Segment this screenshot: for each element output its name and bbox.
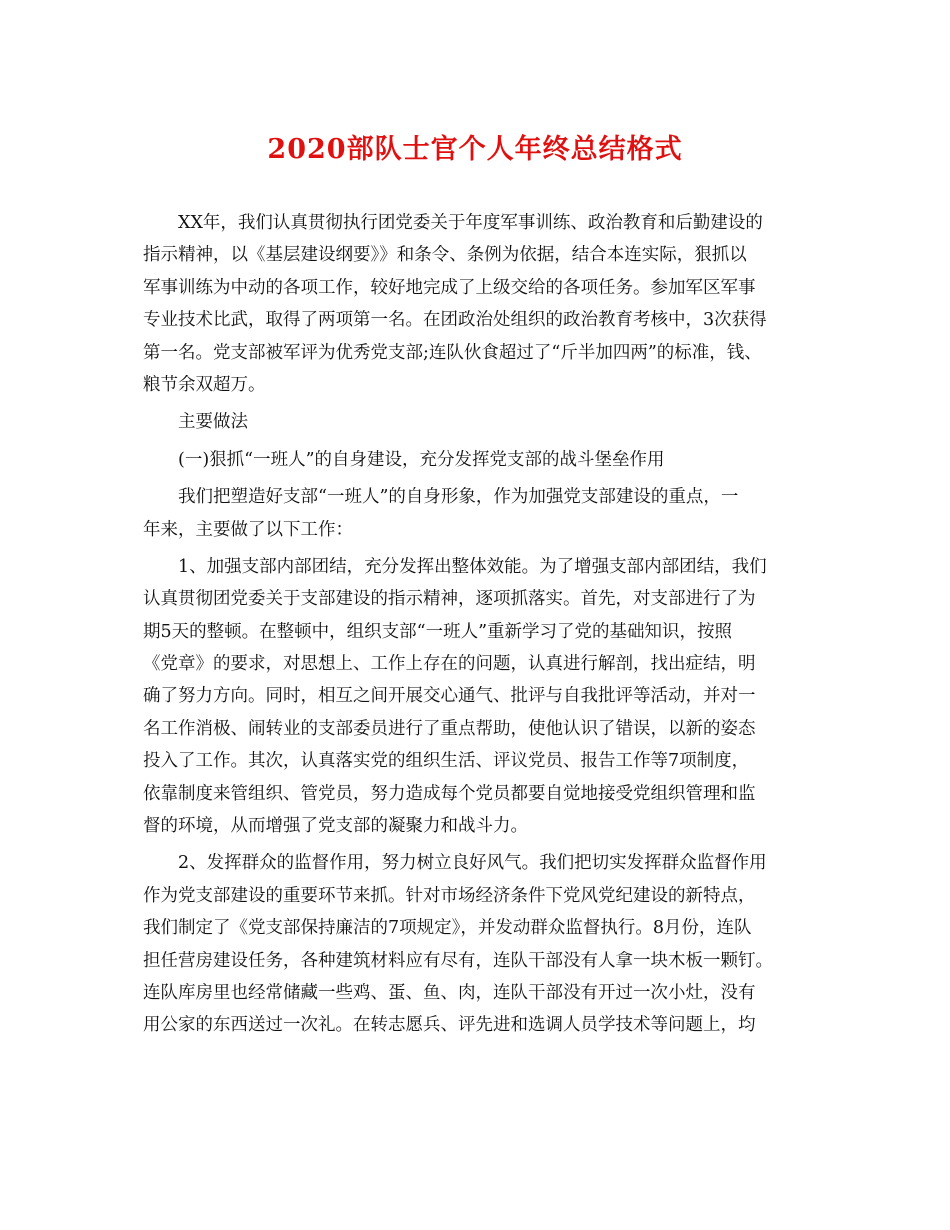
section-heading: 主要做法 <box>178 412 248 433</box>
paragraph-line: 名工作消极、闹转业的支部委员进行了重点帮助，使他认识了错误，以新的姿态 <box>143 718 756 739</box>
paragraph-line: 作为党支部建设的重要环节来抓。针对市场经济条件下党风党纪建设的新特点， <box>143 885 756 906</box>
paragraph-line: 担任营房建设任务，各种建筑材料应有尽有，连队干部没有人拿一块木板一颗钉。 <box>143 950 773 971</box>
paragraph-line: 2、发挥群众的监督作用，努力树立良好风气。我们把切实发挥群众监督作用 <box>178 853 767 874</box>
paragraph-line: 用公家的东西送过一次礼。在转志愿兵、评先进和选调人员学技术等问题上，均 <box>143 1015 756 1036</box>
paragraph-line: 第一名。党支部被军评为优秀党支部;连队伙食超过了“斤半加四两”的标准，钱、 <box>143 342 762 363</box>
paragraph-line: 指示精神，以《基层建设纲要》》和条令、条例为依据，结合本连实际，狠抓以 <box>143 245 747 266</box>
paragraph-line: 认真贯彻团党委关于支部建设的指示精神，逐项抓落实。首先，对支部进行了为 <box>143 589 756 610</box>
paragraph-line: 军事训练为中动的各项工作，较好地完成了上级交给的各项任务。参加军区军事 <box>143 277 756 298</box>
paragraph-line: 粮节余双超万。 <box>143 374 266 395</box>
paragraph-line: 依靠制度来管组织、管党员，努力造成每个党员都要自觉地接受党组织管理和监 <box>143 783 756 804</box>
subsection-heading: (一)狠抓“一班人”的自身建设，充分发挥党支部的战斗堡垒作用 <box>178 449 665 470</box>
paragraph-line: 连队库房里也经常储藏一些鸡、蛋、鱼、肉，连队干部没有开过一次小灶，没有 <box>143 982 756 1003</box>
paragraph-line: 我们把塑造好支部“一班人”的自身形象，作为加强党支部建设的重点，一 <box>178 487 739 508</box>
paragraph-line: 期5天的整顿。在整顿中，组织支部“一班人”重新学习了党的基础知识，按照 <box>143 621 733 642</box>
paragraph-line: 投入了工作。其次，认真落实党的组织生活、评议党员、报告工作等7项制度， <box>143 751 750 772</box>
paragraph-line: 年来，主要做了以下工作： <box>143 519 353 540</box>
paragraph-line: 督的环境，从而增强了党支部的凝聚力和战斗力。 <box>143 816 528 837</box>
document-title: 2020部队士官个人年终总结格式 <box>267 134 683 165</box>
paragraph-line: 确了努力方向。同时，相互之间开展交心通气、批评与自我批评等活动，并对一 <box>143 686 756 707</box>
paragraph-line: 我们制定了《党支部保持廉洁的7项规定》，并发动群众监督执行。8月份，连队 <box>143 918 752 939</box>
paragraph-line: XX年，我们认真贯彻执行团党委关于年度军事训练、政治教育和后勤建设的 <box>178 213 763 233</box>
paragraph-line: 专业技术比武，取得了两项第一名。在团政治处组织的政治教育考核中，3次获得 <box>143 310 767 331</box>
paragraph-line: 1、加强支部内部团结，充分发挥出整体效能。为了增强支部内部团结，我们 <box>178 556 767 577</box>
document-body <box>143 207 813 1042</box>
paragraph-line: 《党章》的要求，对思想上、工作上存在的问题，认真进行解剖，找出症结，明 <box>143 654 756 675</box>
